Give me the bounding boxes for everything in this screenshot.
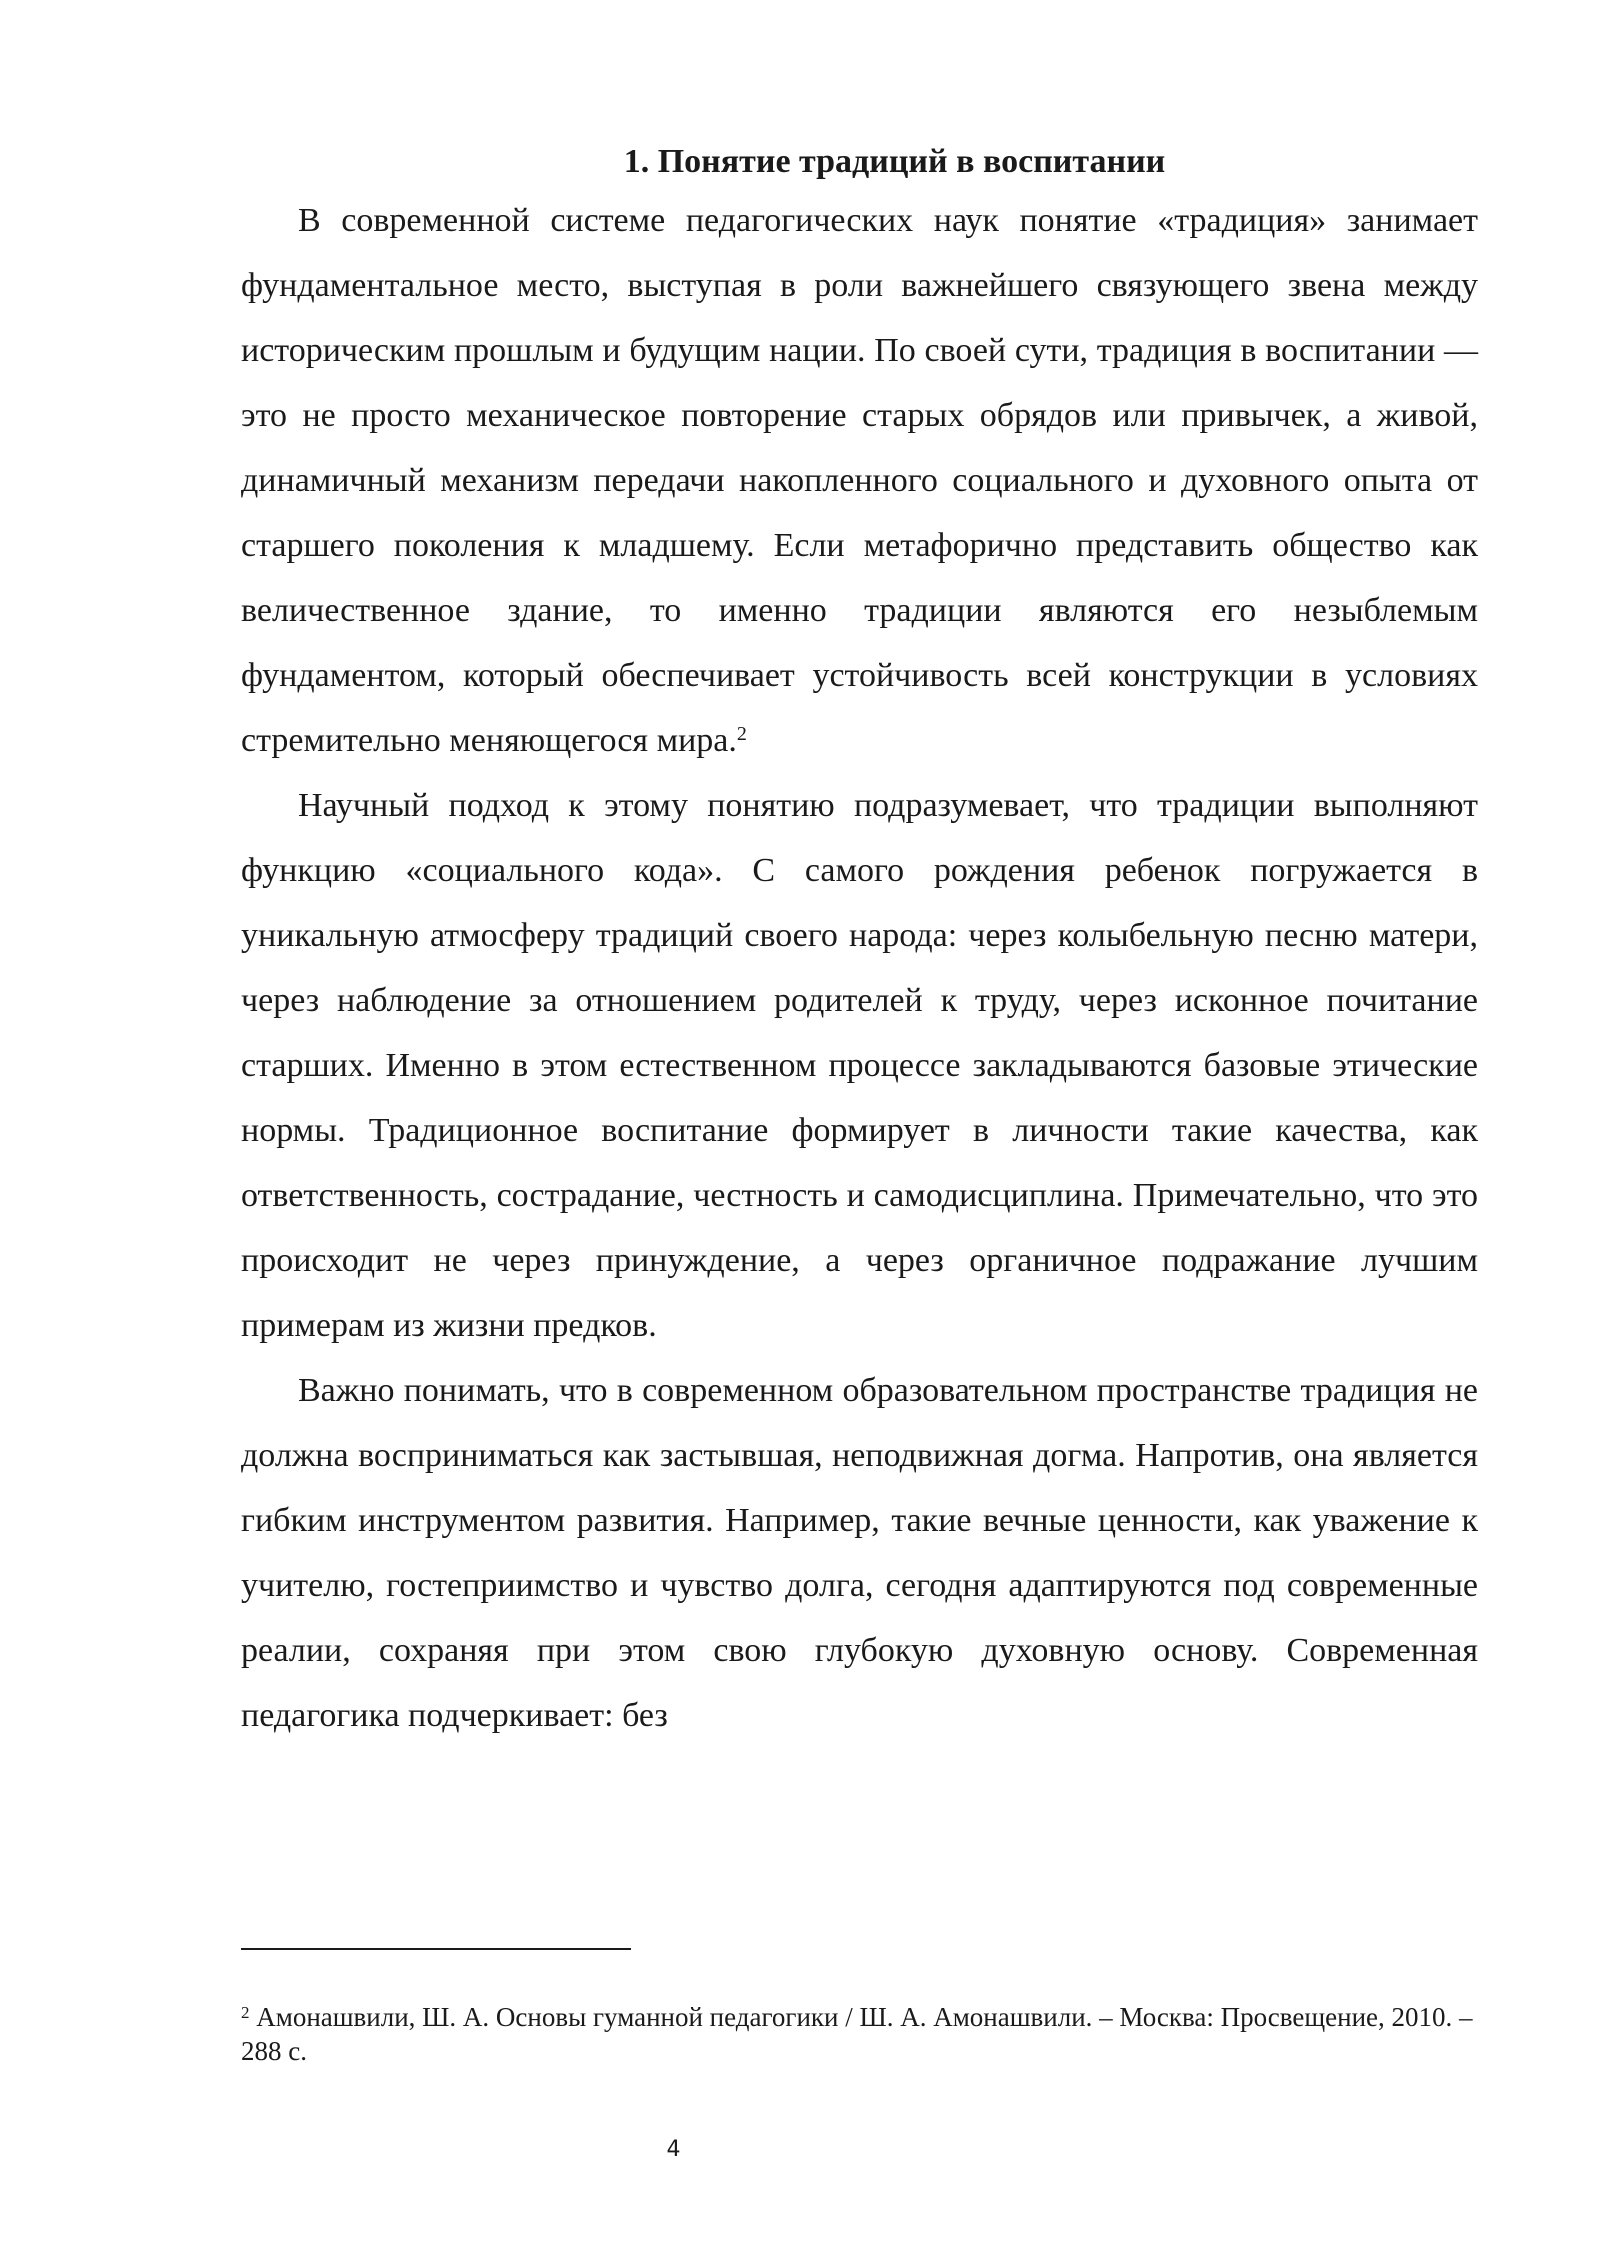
paragraph-3: Важно понимать, что в современном образовательном пространстве традиция не должна восприниматься как застывшая, неподвижная догма. Напротив, она является гибким инструментом развития. Например, такие вечные ценности, как уважение к учителю, гостеприимство и чувство долга, сегодня адаптируются под современные реалии, сохраняя при этом свою глубокую духовную основу. Современная педагогика подчеркивает: без <box>241 1372 1478 1734</box>
footnote-text: Амонашвили, Ш. А. Основы гуманной педагогики / Ш. А. Амонашвили. – Москва: Просвещение, 2010. – 288 с. <box>241 2002 1473 2066</box>
page-number: 4 <box>666 2137 681 2162</box>
page-body <box>241 136 1478 1748</box>
paragraph-1-text: В современной системе педагогических наук понятие «традиция» занимает фундаментальное место, выступая в роли важнейшего связующего звена между историческим прошлым и будущим нации. По своей сути, традиция в воспитании — это не просто механическое повторение старых обрядов или привычек, а живой, динамичный механизм передачи накопленного социального и духовного опыта от старшего поколения к младшему. Если метафорично представить общество как величественное здание, то именно традиции являются его незыблемым фундаментом, который обеспечивает устойчивость всей конструкции в условиях стремительно меняющегося мира. <box>241 202 1478 759</box>
footnote-separator <box>241 1948 631 1950</box>
footnote-reference[interactable]: 2 <box>736 723 747 745</box>
paragraph-1 <box>241 188 1478 773</box>
footnote-number: 2 <box>241 2003 250 2022</box>
footnote <box>241 2000 1478 2068</box>
section-heading: 1. Понятие традиций в воспитании <box>623 143 1166 180</box>
paragraph-2: Научный подход к этому понятию подразумевает, что традиции выполняют функцию «социального кода». С самого рождения ребенок погружается в уникальную атмосферу традиций своего народа: через колыбельную песню матери, через наблюдение за отношением родителей к труду, через исконное почитание старших. Именно в этом естественном процессе закладываются базовые этические нормы. Традиционное воспитание формирует в личности такие качества, как ответственность, сострадание, честность и самодисциплина. Примечательно, что это происходит не через принуждение, а через органичное подражание лучшим примерам из жизни предков. <box>241 787 1478 1344</box>
